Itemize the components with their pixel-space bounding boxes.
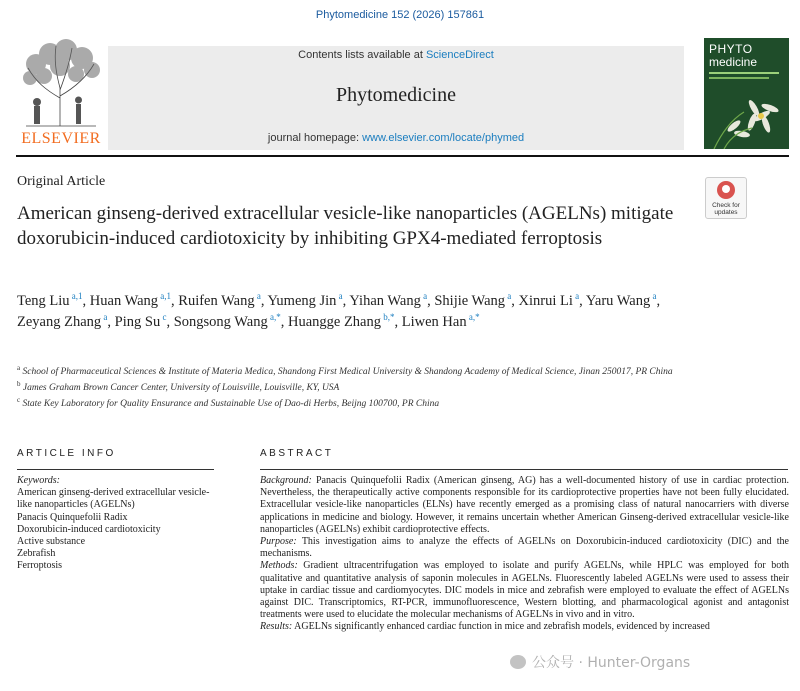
elsevier-logo[interactable]	[16, 38, 106, 148]
abstract-section-label: Purpose:	[260, 536, 297, 548]
author-affiliation-marker[interactable]: a	[254, 291, 261, 302]
author-name[interactable]: Yaru Wang	[585, 293, 651, 309]
homepage-link[interactable]: www.elsevier.com/locate/phymed	[362, 132, 525, 144]
affiliation-item: $^a$ School of Pharmaceutical Sciences & Institute of Materia Medica, Shandong First Medical University & Shandong Academy of Medical Science, Jinan 250017, PR China	[17, 364, 673, 378]
abstract-section-label: Methods:	[260, 560, 298, 572]
header-rule	[16, 155, 789, 157]
journal-citation[interactable]: Phytomedicine 152 (2026) 157861	[315, 9, 485, 21]
author-name[interactable]: Yihan Wang	[349, 293, 421, 309]
author-name[interactable]: Yumeng Jin	[267, 293, 337, 309]
author-affiliation-marker[interactable]: a,*	[267, 312, 281, 323]
author-name[interactable]: Zeyang Zhang	[17, 314, 102, 330]
keywords-block	[17, 475, 222, 573]
journal-cover-image[interactable]	[704, 38, 789, 149]
abstract-section-text: AGELNs significantly enhanced cardiac function in mice and zebrafish models, evidenced by increased	[292, 621, 710, 633]
keyword-item: Panacis Quinquefolii Radix	[17, 511, 128, 523]
keyword-item: Active substance	[17, 536, 86, 548]
author-name[interactable]: Songsong Wang	[173, 314, 268, 330]
author-affiliation-marker[interactable]: a	[650, 291, 657, 302]
contents-available: Contents lists available at ScienceDirect	[298, 49, 494, 61]
author-affiliation-marker[interactable]: a,1	[158, 291, 172, 302]
check-for-updates-label: Check for updates	[712, 202, 740, 216]
article-type: Original Article	[17, 174, 106, 189]
author-affiliation-marker[interactable]: a	[572, 291, 580, 302]
keyword-item: Ferroptosis	[17, 560, 62, 572]
author-affiliation-marker[interactable]: b,*	[381, 312, 395, 323]
watermark: 公众号 · Hunter-Organs	[510, 652, 690, 672]
author-affiliation-marker[interactable]: a,1	[69, 291, 83, 302]
abstract-section-label: Results:	[260, 621, 293, 633]
author-name[interactable]: Ping Su	[114, 314, 161, 330]
author-affiliation-marker[interactable]: a	[420, 291, 428, 302]
wechat-icon	[510, 655, 526, 669]
keyword-item: Zebrafish	[17, 548, 56, 560]
author-name[interactable]: Huangge Zhang	[287, 314, 381, 330]
abstract-section-text: Panacis Quinquefolii Radix (American ginseng, AG) has a well-documented history of use in cardiac protection. Nevertheless, the therapeutically active components responsible for its cardioprotective properties have not been fully elucidated. Extracellular vesicle-like nanoparticles (ELNs) have recently emerged as a promising class of natural nanocarriers with diverse applications in medicine and biology. However, it remains uncertain whether American Ginseng-derived extracellular vesicle-like nanoparticles (AGELNs) exhibit cardioprotective effects.	[260, 475, 789, 535]
keyword-item: Doxorubicin-induced cardiotoxicity	[17, 523, 161, 535]
affiliation-item: $^c$ State Key Laboratory for Quality Ensurance and Sustainable Use of Dao-di Herbs, Beijng 100700, PR China	[17, 396, 440, 410]
article-title: American ginseng-derived extracellular vesicle-like nanoparticles (AGELNs) mitigate doxorubicin-induced cardiotoxicity by inhibiting GPX4-mediated ferroptosis	[17, 203, 674, 249]
author-name[interactable]: Ruifen Wang	[178, 293, 255, 309]
journal-homepage: journal homepage: www.elsevier.com/locate/phymed	[267, 132, 525, 144]
check-for-updates-button[interactable]	[705, 177, 747, 219]
author-name[interactable]: Xinrui Li	[518, 293, 573, 309]
author-name[interactable]: Teng Liu	[17, 293, 70, 309]
author-name[interactable]: Huan Wang	[89, 293, 159, 309]
abstract-section-label: Background:	[260, 475, 312, 486]
abstract-section	[260, 621, 789, 633]
author-affiliation-marker[interactable]: a	[505, 291, 512, 302]
author-affiliation-marker[interactable]: c	[160, 312, 167, 323]
keyword-item: American ginseng-derived extracellular vesicle-like nanoparticles (AGELNs)	[17, 487, 210, 511]
author-affiliation-marker[interactable]: a	[336, 291, 343, 302]
abstract-heading: ABSTRACT	[260, 448, 334, 459]
keywords-label: Keywords:	[17, 475, 60, 486]
cover-title-line2: medicine	[709, 55, 758, 69]
cover-title-line1: PHYTO	[709, 42, 753, 56]
abstract-section-text: This investigation aims to analyze the effects of AGELNs on Doxorubicin-induced cardiotoxicity (DIC) and the mechanisms.	[260, 536, 789, 560]
author-list: Teng Liu $^{a,1}$, Huan Wang $^{a,1}$, Ruifen Wang $^a$, Yumeng Jin $^a$, Yihan Wang $^a$, Shijie Wang $^a$, Xinrui Li $^a$, Yaru Wang $^a$, Zeyang Zhang $^a$, Ping Su $^c$, Songsong Wang $^{a,*}$, Huangge Zhang $^{b,*}$, Liwen Han $^{a,*}$	[17, 291, 661, 330]
abstract-section	[260, 475, 789, 536]
abstract-section-text: Gradient ultracentrifugation was employed to isolate and purify AGELNs, while HPLC was employed for both qualitative and quantitative analysis of saponin molecules in AGELNs. Fluorescently labeled AGELNs were used to assess their uptake in cardiac tissue and cardiomyocytes. DIC models in mice and zebrafish were employed to evaluate the effect of AGELNs against DIC. Transcriptomics, RT-PCR, immunofluorescence, Western blotting, and pharmacological agonist and antagonist treatments were used to elucidate the molecular mechanisms of AGELNs in vivo and in vitro.	[260, 560, 789, 621]
author-affiliation-marker[interactable]: a	[101, 312, 108, 323]
check-for-updates-icon	[717, 181, 735, 199]
cover-flower-art	[704, 38, 789, 149]
abstract-section	[260, 536, 789, 560]
affiliations	[17, 362, 707, 410]
elsevier-wordmark: ELSEVIER	[21, 130, 101, 147]
journal-title[interactable]: Phytomedicine	[336, 84, 456, 106]
article-info-heading: ARTICLE INFO	[17, 448, 116, 459]
journal-header	[16, 38, 789, 154]
author-name[interactable]: Shijie Wang	[434, 293, 506, 309]
abstract-body	[260, 475, 789, 634]
abstract-section	[260, 560, 789, 621]
author-name[interactable]: Liwen Han	[401, 314, 467, 330]
sciencedirect-link[interactable]: ScienceDirect	[425, 49, 494, 61]
keyword-list	[17, 487, 222, 572]
affiliation-item: $^b$ James Graham Brown Cancer Center, University of Louisville, Louisville, KY, USA	[17, 380, 340, 394]
author-affiliation-marker[interactable]: a,*	[466, 312, 480, 323]
journal-banner	[108, 46, 684, 150]
